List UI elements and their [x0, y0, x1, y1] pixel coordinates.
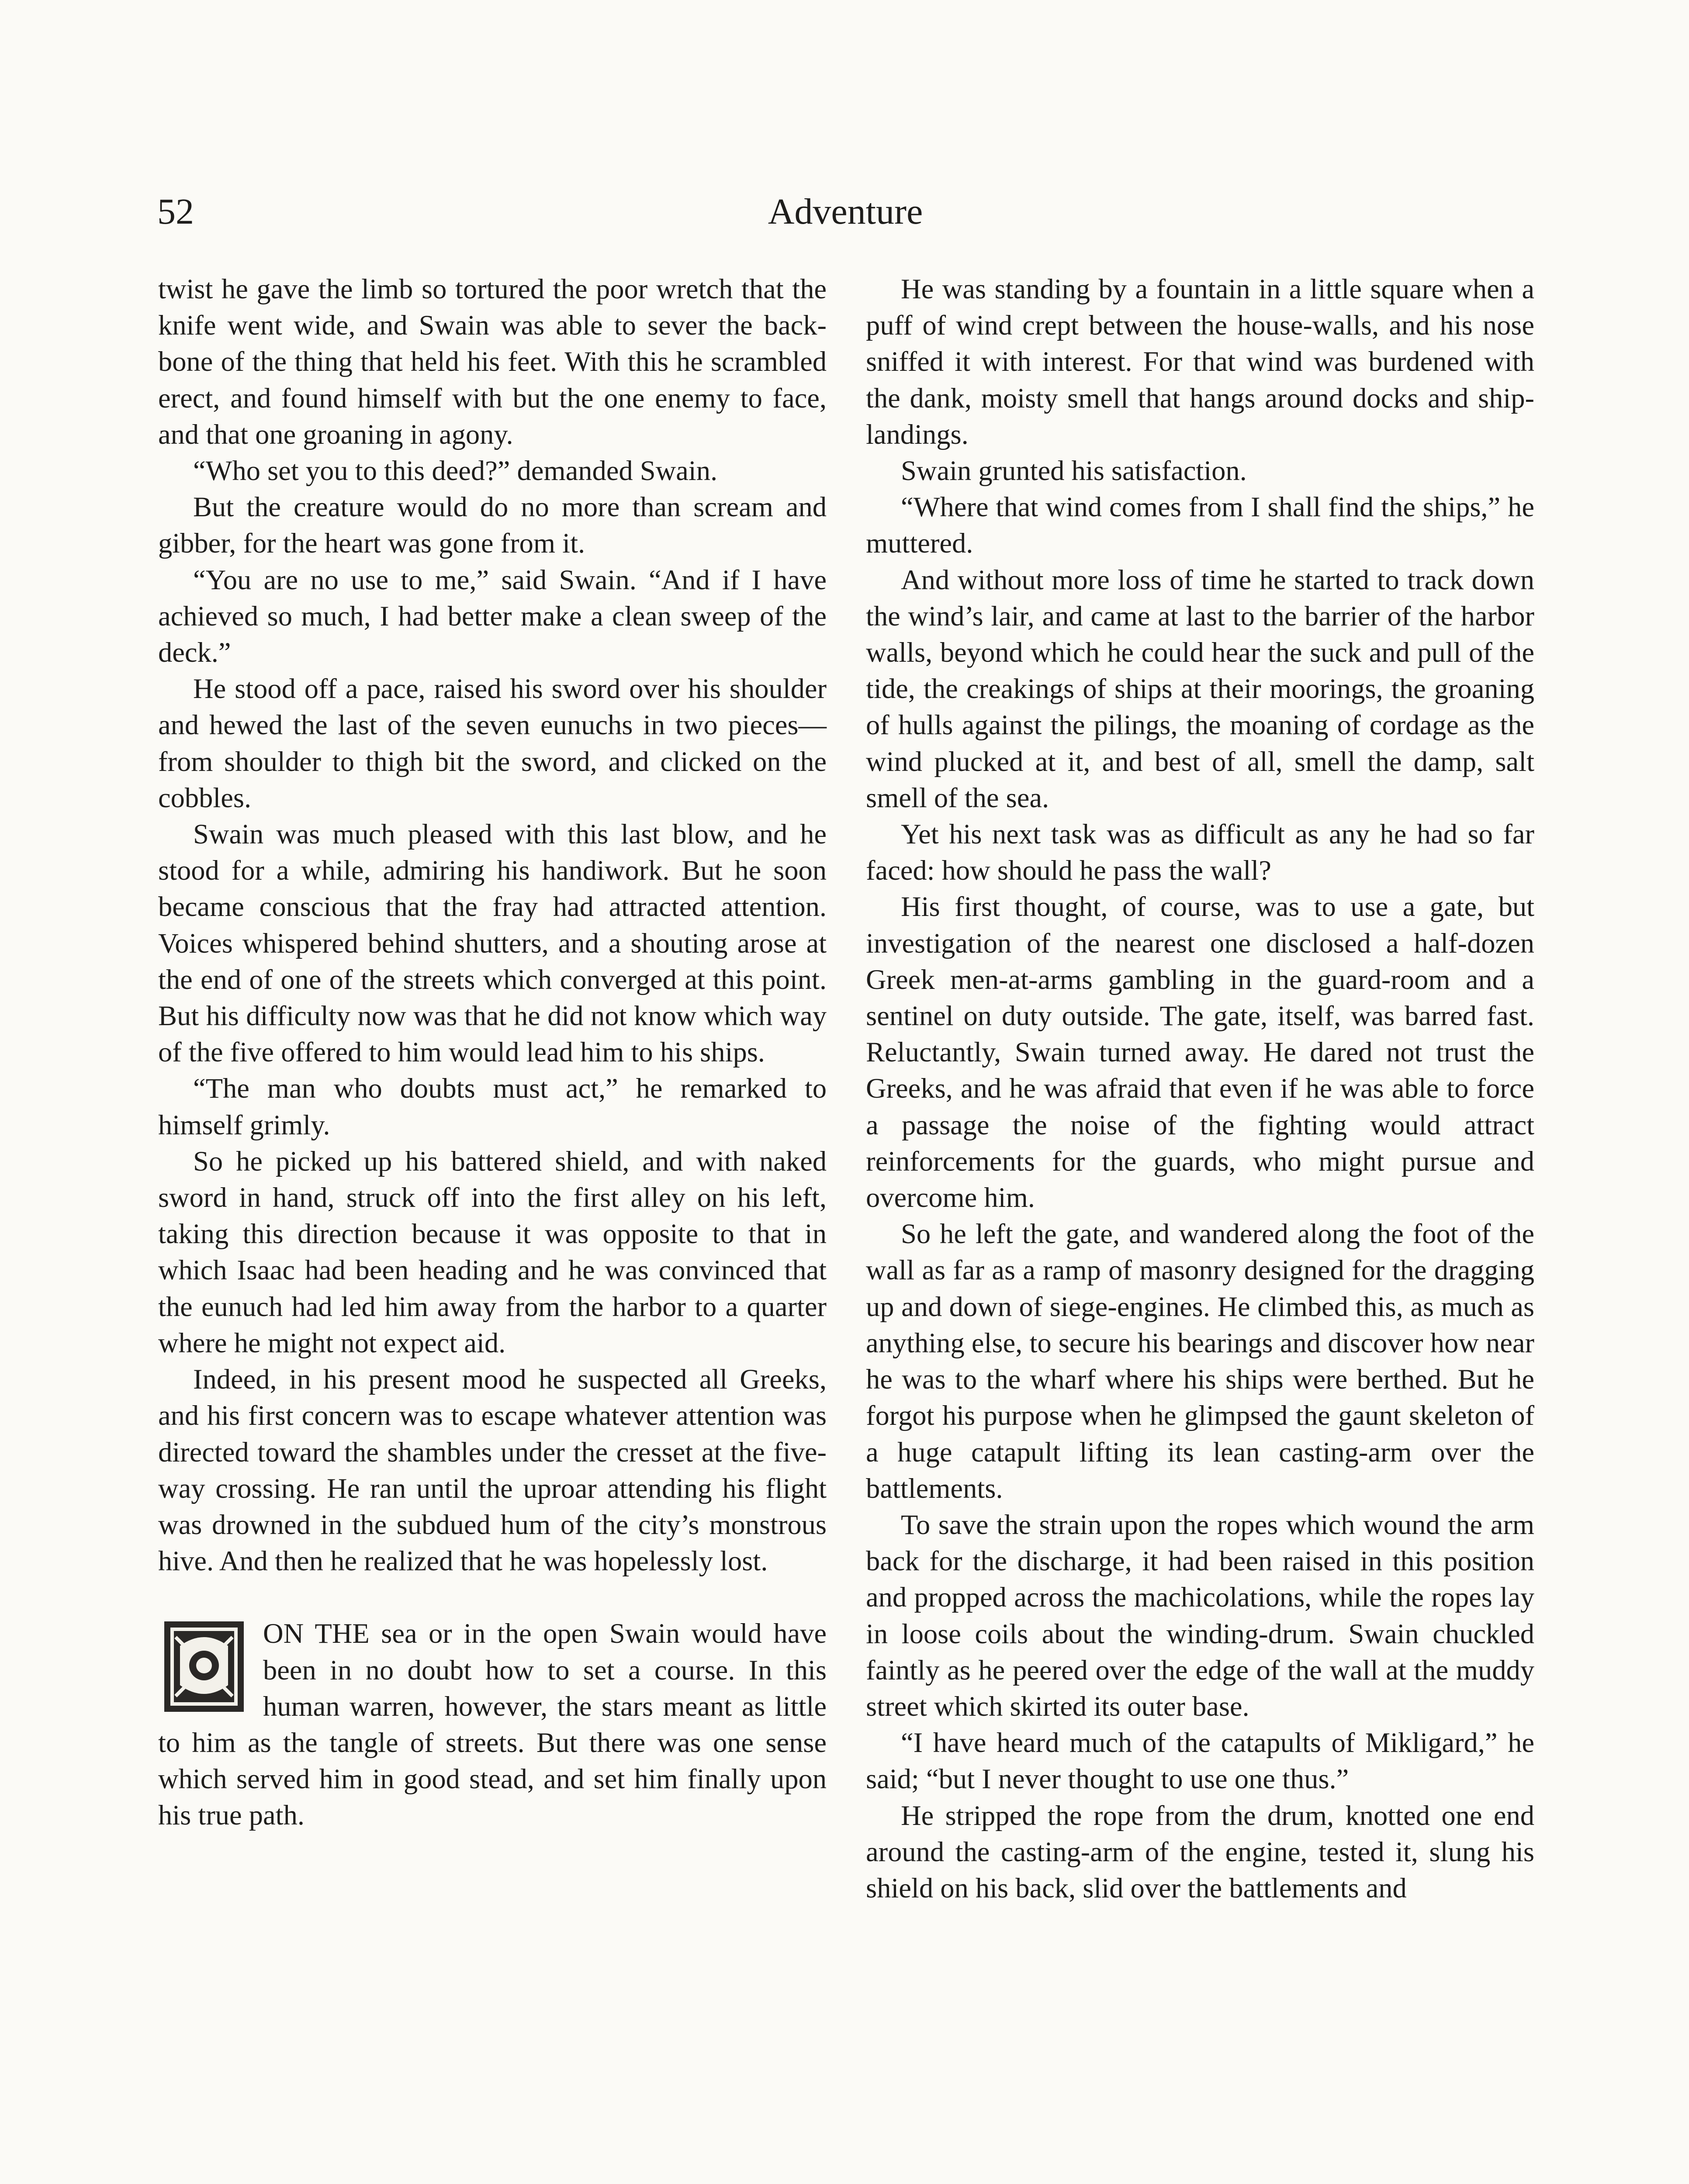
- right-column: [866, 271, 1534, 1906]
- paragraph: So he left the gate, and wandered along the foot of the wall as far as a ramp of masonry designed for the dragging up and down of siege-engines. He climbed this, as much as anything else, to secure his bearings and discover how near he was to the wharf where his ships were berthed. But he forgot his purpose when he glimpsed the gaunt skeleton of a huge catapult lifting its lean casting-arm over the battlements.: [866, 1218, 1534, 1504]
- drop-cap-paragraph: [158, 1615, 827, 1833]
- paragraph: Indeed, in his present mood he suspected all Greeks, and his first concern was to escape whatever attention was directed toward the shambles under the cresset at the five-way crossing. He ran until the uproar attending his flight was drowned in the subdued hum of the city’s monstrous hive. And then he realized that he was hopelessly lost.: [158, 1364, 827, 1577]
- ornament-icon: [163, 1620, 246, 1714]
- paragraph: Yet his next task was as difficult as any he had so far faced: how should he pass the wall?: [866, 819, 1534, 886]
- page-header: [157, 179, 1533, 245]
- section-break: [158, 1579, 827, 1615]
- paragraph: And without more loss of time he started to track down the wind’s lair, and came at last to the barrier of the harbor walls, beyond which he could hear the suck and pull of the tide, the creakings of ships at their moorings, the groaning of hulls against the pilings, the moaning of cordage as the wind plucked at it, and best of all, smell the damp, salt smell of the sea.: [866, 564, 1534, 813]
- paragraph: He was standing by a fountain in a little square when a puff of wind crept between the house-walls, and his nose sniffed it with interest. For that wind was burdened with the dank, moisty smell that hangs around docks and ship-landings.: [866, 273, 1534, 450]
- paragraph: “You are no use to me,” said Swain. “And if I have achieved so much, I had better make a clean sweep of the deck.”: [158, 564, 827, 668]
- left-column: [158, 271, 827, 1834]
- page-number: 52: [157, 191, 194, 232]
- paragraph: He stood off a pace, raised his sword over his shoulder and hewed the last of the seven eunuchs in two pieces—from shoulder to thigh bit the sword, and clicked on the cobbles.: [158, 673, 827, 813]
- paragraph: Swain was much pleased with this last blow, and he stood for a while, admiring his handiwork. But he soon became conscious that the fray had attracted attention. Voices whispered behind shutters, and a shouting arose at the end of one of the streets which converged at this point. But his difficulty now was that he did not know which way of the five offered to him would lead him to his ships.: [158, 819, 827, 1068]
- paragraph: “I have heard much of the catapults of Mikligard,” he said; “but I never thought to use one thus.”: [866, 1727, 1534, 1795]
- paragraph: So he picked up his battered shield, and with naked sword in hand, struck off into the first alley on his left, taking this direction because it was opposite to that in which Isaac had been heading and he was convinced that the eunuch had led him away from the harbor to a quarter where he might not expect aid.: [158, 1145, 827, 1358]
- paragraph: His first thought, of course, was to use a gate, but investigation of the nearest one disclosed a half-dozen Greek men-at-arms gambling in the guard-room and a sentinel on duty outside. The gate, itself, was barred fast. Reluctantly, Swain turned away. He dared not trust the Greeks, and he was afraid that even if he was able to force a passage the noise of the fighting would attract reinforcements for the guards, who might pursue and overcome him.: [866, 891, 1534, 1213]
- paragraph: twist he gave the limb so tortured the poor wretch that the knife went wide, and Swain was able to sever the back-bone of the thing that held his feet. With this he scrambled erect, and found himself with but the one enemy to face, and that one groaning in agony.: [158, 273, 827, 450]
- paragraph: Swain grunted his satisfaction.: [901, 455, 1247, 487]
- paragraph: “Where that wind comes from I shall find the ships,” he muttered.: [866, 491, 1534, 559]
- running-title: Adventure: [768, 191, 923, 232]
- paragraph: To save the strain upon the ropes which wound the arm back for the discharge, it had been raised in this position and propped across the machicolations, while the ropes lay in loose coils about the winding-drum. Swain chuckled faintly as he peered over the edge of the wall at the muddy street which skirted its outer base.: [866, 1509, 1534, 1722]
- paragraph: “Who set you to this deed?” demanded Swain.: [193, 455, 718, 487]
- paragraph: But the creature would do no more than scream and gibber, for the heart was gone from it.: [158, 491, 827, 559]
- drop-paragraph-text: ON THE sea or in the open Swain would have been in no doubt how to set a course. In this human warren, however, the stars meant as little to him as the tangle of streets. But there was one sense which served him in good stead, and set him finally upon his true path.: [158, 1618, 827, 1831]
- paragraph: He stripped the rope from the drum, knotted one end around the casting-arm of the engine, tested it, slung his shield on his back, slid over the battlements and: [866, 1800, 1534, 1904]
- paragraph: “The man who doubts must act,” he remarked to himself grimly.: [158, 1073, 827, 1140]
- drop-cap-ornament: [163, 1620, 246, 1714]
